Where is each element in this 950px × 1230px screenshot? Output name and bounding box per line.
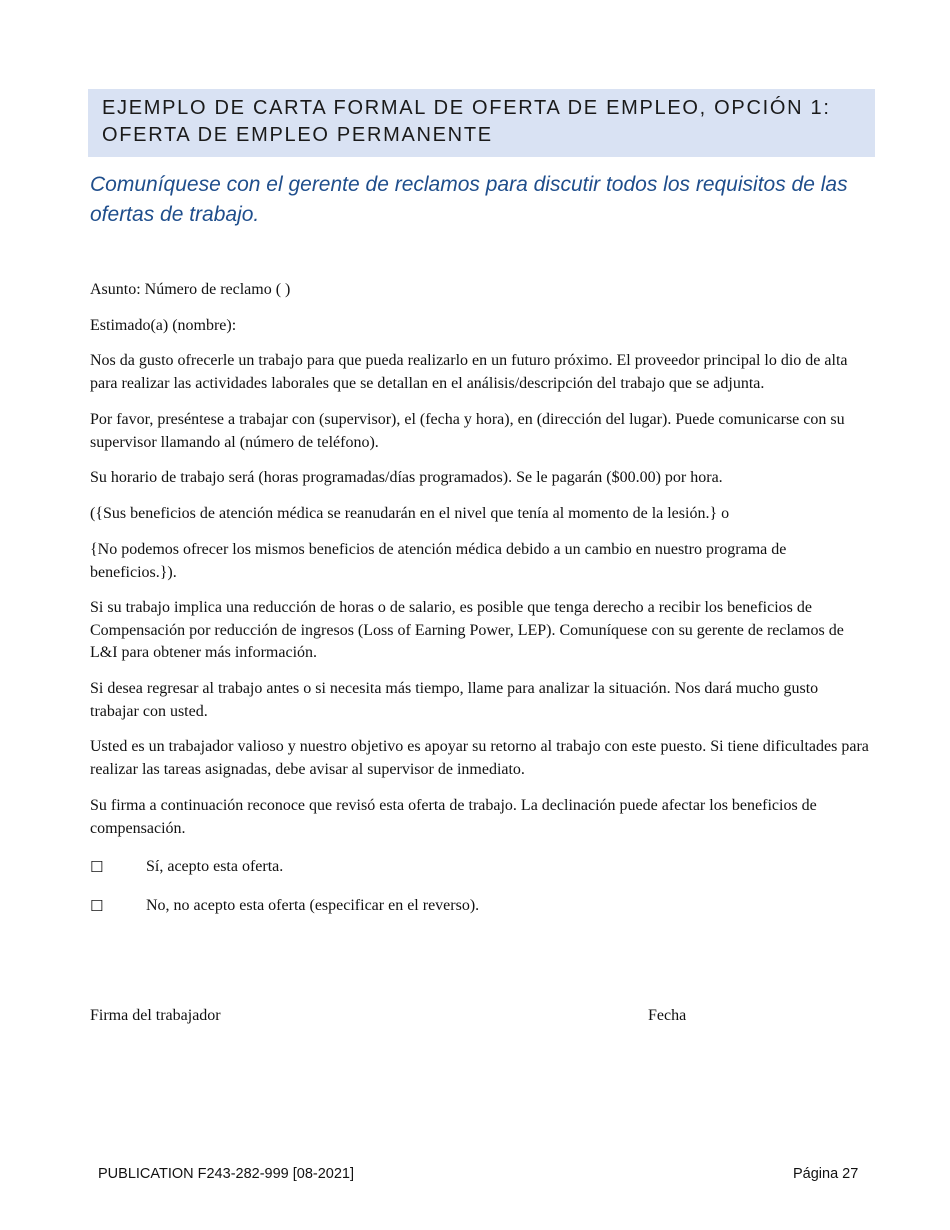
subject-line: Asunto: Número de reclamo ( ) bbox=[90, 281, 291, 298]
paragraph-benefits-resume: ({Sus beneficios de atención médica se reanudarán en el nivel que tenía al momento de la lesión.} o bbox=[90, 505, 730, 522]
paragraph-lep: Si su trabajo implica una reducción de horas o de salario, es posible que tenga derecho a recibir los beneficios de Compensación por reducción de ingresos (Loss of Earning Power, LEP). Comuníquese con su gerente de reclamos de L&I para obtener más información. bbox=[90, 599, 844, 661]
section-heading bbox=[88, 89, 875, 157]
instruction-subtitle: Comuníquese con el gerente de reclamos para discutir todos los requisitos de las ofertas de trabajo. bbox=[90, 173, 848, 226]
paragraph-report-to-work: Por favor, preséntese a trabajar con (supervisor), el (fecha y hora), en (dirección del lugar). Puede comunicarse con su supervisor llamando al (número de teléfono). bbox=[90, 411, 845, 451]
worker-signature-label: Firma del trabajador bbox=[90, 1007, 221, 1024]
paragraph-schedule-pay: Su horario de trabajo será (horas programadas/días programados). Se le pagarán ($00.00) por hora. bbox=[90, 469, 723, 486]
publication-number: PUBLICATION F243-282-999 [08-2021] bbox=[98, 1166, 355, 1182]
accept-option-label: Sí, acepto esta oferta. bbox=[146, 858, 284, 875]
paragraph-benefits-change: {No podemos ofrecer los mismos beneficios de atención médica debido a un cambio en nuestro programa de beneficios.}). bbox=[90, 541, 787, 581]
accept-checkbox[interactable]: ☐ bbox=[90, 858, 104, 876]
decline-option-label: No, no acepto esta oferta (especificar en el reverso). bbox=[146, 897, 480, 914]
section-heading-line-1: EJEMPLO DE CARTA FORMAL DE OFERTA DE EMPLEO, OPCIÓN 1: bbox=[102, 97, 831, 119]
paragraph-valued-worker: Usted es un trabajador valioso y nuestro objetivo es apoyar su retorno al trabajo con este puesto. Si tiene dificultades para realizar las tareas asignadas, debe avisar al supervisor de inmediato. bbox=[90, 738, 869, 778]
paragraph-return-time: Si desea regresar al trabajo antes o si necesita más tiempo, llame para analizar la situación. Nos dará mucho gusto trabajar con usted. bbox=[90, 680, 819, 720]
page-number: Página 27 bbox=[793, 1166, 859, 1182]
decline-checkbox[interactable]: ☐ bbox=[90, 897, 104, 915]
date-label: Fecha bbox=[648, 1007, 687, 1024]
paragraph-signature-ack: Su firma a continuación reconoce que revisó esta oferta de trabajo. La declinación puede afectar los beneficios de compensación. bbox=[90, 797, 817, 837]
greeting-line: Estimado(a) (nombre): bbox=[90, 317, 237, 334]
paragraph-offer: Nos da gusto ofrecerle un trabajo para que pueda realizarlo en un futuro próximo. El proveedor principal lo dio de alta para realizar las actividades laborales que se detallan en el análisis/descripción del trabajo que se adjunta. bbox=[90, 352, 848, 392]
section-heading-line-2: OFERTA DE EMPLEO PERMANENTE bbox=[102, 124, 493, 146]
